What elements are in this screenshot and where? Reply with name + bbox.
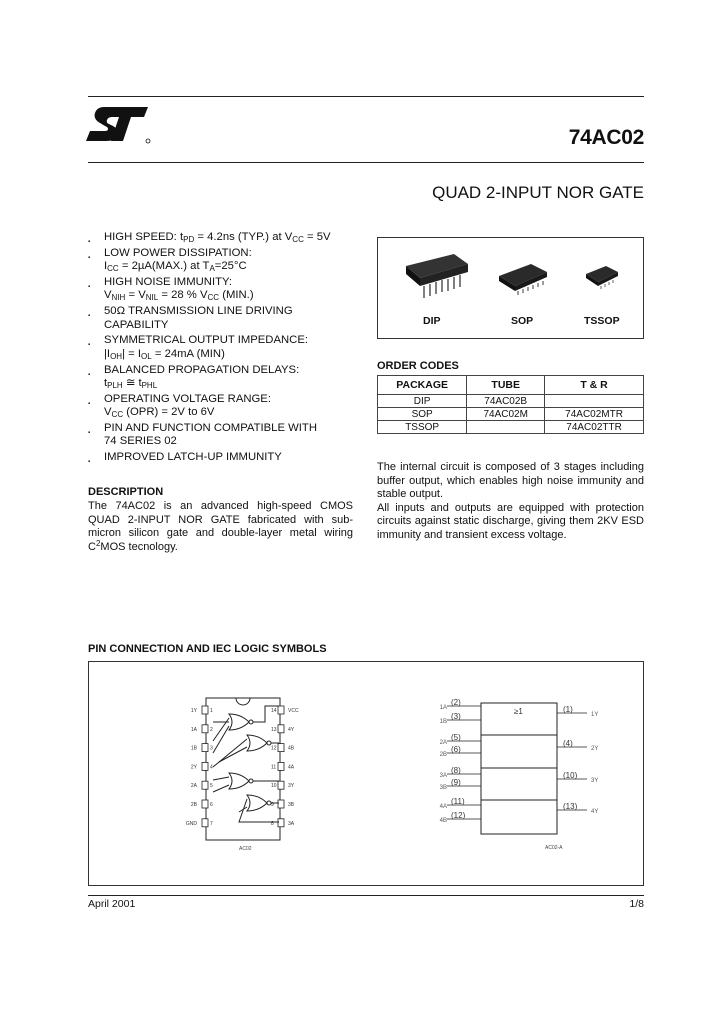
pin-box <box>278 762 284 770</box>
output-pin-number: (10) <box>563 771 578 780</box>
feature-item <box>88 334 358 361</box>
table-row <box>378 408 644 421</box>
pin-box <box>278 781 284 789</box>
ic-caption: AC02 <box>239 846 252 852</box>
pin-diagrams <box>89 662 643 885</box>
dip-package-icon <box>398 248 478 308</box>
output-label: 4Y <box>591 809 599 815</box>
order-codes-table <box>377 375 644 434</box>
feature-main: PIN AND FUNCTION COMPATIBLE WITH <box>104 422 317 435</box>
table-row <box>378 421 644 434</box>
sop-package-icon <box>493 256 553 300</box>
package-label-tssop: TSSOP <box>584 315 620 327</box>
pin-number: 8 <box>271 820 274 827</box>
pin-number: 7 <box>210 820 213 827</box>
feature-item <box>88 247 358 274</box>
feature-detail: $|I_{OH}| = I_{OL} = 24mA$ (MIN) <box>104 347 225 361</box>
output-pin-number: (4) <box>563 739 573 748</box>
st-logo-icon <box>82 103 154 152</box>
feature-main: OPERATING VOLTAGE RANGE: <box>104 392 271 405</box>
feature-main: SYMMETRICAL OUTPUT IMPEDANCE: <box>104 334 308 347</box>
table-row <box>378 395 644 408</box>
feature-detail: $V_{NIH} = V_{NIL} = 28$ % $V_{CC}$ (MIN.) <box>104 289 254 303</box>
pin-number: 9 <box>271 802 274 808</box>
table-cell <box>467 421 545 434</box>
pin-label: 2Y <box>190 764 197 771</box>
bullet-icon: ▪ <box>88 284 91 290</box>
ic-package-diagram <box>186 698 299 852</box>
pin-number: 4 <box>210 764 213 771</box>
page-number: 1/8 <box>629 898 644 910</box>
iec-block-label: ≥1 <box>514 707 523 716</box>
pin-box <box>202 800 208 808</box>
input-label: 1A <box>439 705 447 711</box>
header-rule <box>88 162 644 163</box>
feature-list <box>88 231 358 467</box>
output-pin-number: (1) <box>563 705 573 714</box>
feature-main: IMPROVED LATCH-UP IMMUNITY <box>104 451 282 464</box>
order-codes-title: ORDER CODES <box>377 360 459 372</box>
package-images-box <box>377 237 644 339</box>
input-pin-number: (2) <box>451 698 461 707</box>
pin-label: 3Y <box>288 783 295 790</box>
input-label: 2A <box>439 740 447 746</box>
pin-box <box>278 744 284 752</box>
pin-number: 13 <box>271 726 277 733</box>
pin-label: 3A <box>288 820 295 827</box>
input-label: 3B <box>439 785 447 791</box>
input-label: 2B <box>439 752 447 758</box>
pin-number: 11 <box>271 764 277 771</box>
pin-box <box>202 744 208 752</box>
bullet-icon: ▪ <box>88 430 91 437</box>
feature-detail: 74 SERIES 02 <box>104 435 177 448</box>
input-label: 3A <box>439 773 447 779</box>
feature-detail: $t_{PLH}$ ≅ $t_{PHL}$ <box>104 377 158 391</box>
description-title: DESCRIPTION <box>88 486 164 498</box>
pin-number: 5 <box>210 783 213 790</box>
document-subtitle: QUAD 2-INPUT NOR GATE <box>432 183 644 202</box>
table-header: T & R <box>545 376 644 395</box>
pin-label: 1Y <box>190 708 197 714</box>
package-label-dip: DIP <box>423 315 441 327</box>
table-cell: 74AC02M <box>467 408 545 421</box>
pin-box <box>202 725 208 733</box>
feature-main: LOW POWER DISSIPATION: <box>104 246 252 259</box>
table-cell: 74AC02TTR <box>545 421 644 434</box>
pin-box <box>202 819 208 827</box>
table-cell: 74AC02B <box>467 395 545 408</box>
table-cell: DIP <box>378 395 467 408</box>
input-pin-number: (11) <box>451 797 465 806</box>
pin-label: VCC <box>288 708 299 714</box>
feature-detail: $I_{CC} = 2\mu A(MAX.)$ at $T_A=25^\circ C$ <box>104 260 247 274</box>
pin-label: 4Y <box>288 726 295 733</box>
output-pin-number: (13) <box>563 802 578 811</box>
pin-number: 14 <box>271 708 277 714</box>
input-pin-number: (5) <box>451 733 461 742</box>
pin-number: 12 <box>271 745 277 752</box>
feature-item <box>88 364 358 391</box>
pin-label: 2B <box>190 802 197 808</box>
feature-main: 50Ω TRANSMISSION LINE DRIVING <box>104 305 293 318</box>
tssop-package-icon <box>580 260 624 296</box>
table-header-row <box>378 376 644 395</box>
output-label: 1Y <box>591 712 599 718</box>
feature-item <box>88 422 358 449</box>
feature-main: BALANCED PROPAGATION DELAYS: <box>104 363 300 376</box>
top-rule <box>88 96 644 97</box>
pin-number: 1 <box>210 708 213 714</box>
pin-box <box>278 725 284 733</box>
pin-box <box>278 819 284 827</box>
pin-box <box>202 762 208 770</box>
table-cell: SOP <box>378 408 467 421</box>
paragraph: All inputs and outputs are equipped with protection circuits against static discharge, giving them 2KV ESD immunity and transient excess voltage. <box>377 501 644 541</box>
feature-item <box>88 451 358 464</box>
pin-label: 4B <box>288 745 295 752</box>
table-cell <box>545 395 644 408</box>
feature-item <box>88 276 358 303</box>
iec-caption: AC02-A <box>545 845 563 851</box>
pin-connection-title: PIN CONNECTION AND IEC LOGIC SYMBOLS <box>88 643 327 655</box>
footer-date: April 2001 <box>88 898 136 910</box>
feature-main: HIGH NOISE IMMUNITY: <box>104 276 233 288</box>
pin-number: 3 <box>210 745 213 752</box>
bullet-icon: ▪ <box>88 313 91 320</box>
bullet-icon: ▪ <box>88 342 91 349</box>
pin-label: 1A <box>190 726 197 733</box>
internal-circuit-text <box>377 461 644 542</box>
footer-rule <box>88 895 644 896</box>
pin-number: 2 <box>210 726 213 733</box>
description-text: The 74AC02 is an advanced high-speed CMOS QUAD 2-INPUT NOR GATE fabricated with sub-micron silicon gate and double-layer metal wiring $C^2MOS$ tecnology. <box>88 500 353 553</box>
pin-number: 6 <box>210 802 213 808</box>
output-label: 3Y <box>591 778 599 784</box>
bullet-icon: ▪ <box>88 459 91 466</box>
pin-label: 3B <box>288 802 295 808</box>
part-number: 74AC02 <box>568 126 644 149</box>
feature-item <box>88 231 358 244</box>
feature-detail: CAPABILITY <box>104 318 169 331</box>
input-pin-number: (9) <box>451 778 461 787</box>
feature-detail: $V_{CC}$ (OPR) = 2V to 6V <box>104 406 215 420</box>
output-label: 2Y <box>591 746 599 752</box>
bullet-icon: ▪ <box>88 254 91 261</box>
input-pin-number: (8) <box>451 766 461 775</box>
pin-label: 1B <box>190 745 197 752</box>
paragraph: The internal circuit is composed of 3 stages including buffer output, which enables high noise immunity and stable output. <box>377 461 644 500</box>
feature-item <box>88 305 358 332</box>
input-pin-number: (3) <box>451 712 461 721</box>
iec-logic-symbol <box>440 698 599 851</box>
input-label: 1B <box>439 719 447 725</box>
package-label-sop: SOP <box>511 315 534 327</box>
input-label: 4A <box>439 804 447 810</box>
pin-box <box>202 706 208 714</box>
table-header: TUBE <box>467 376 545 395</box>
pin-label: GND <box>185 820 197 827</box>
pin-label: 4A <box>288 764 295 771</box>
table-cell: 74AC02MTR <box>545 408 644 421</box>
pin-label: 2A <box>190 783 197 790</box>
feature-main: HIGH SPEED: $t_{PD} = 4.2ns$ (TYP.) at $V_{CC} = 5V$ <box>104 231 331 244</box>
feature-item <box>88 393 358 420</box>
pin-box <box>278 706 284 714</box>
pin-box <box>202 781 208 789</box>
table-header: PACKAGE <box>378 376 467 395</box>
table-cell: TSSOP <box>378 421 467 434</box>
input-pin-number: (6) <box>451 745 461 754</box>
bullet-icon: ▪ <box>88 239 91 245</box>
pin-number: 10 <box>271 783 277 790</box>
pin-box <box>278 800 284 808</box>
input-pin-number: (12) <box>451 811 466 820</box>
bullet-icon: ▪ <box>88 400 91 407</box>
input-label: 4B <box>439 818 447 824</box>
pin-connection-box <box>88 661 644 886</box>
bullet-icon: ▪ <box>88 371 91 378</box>
